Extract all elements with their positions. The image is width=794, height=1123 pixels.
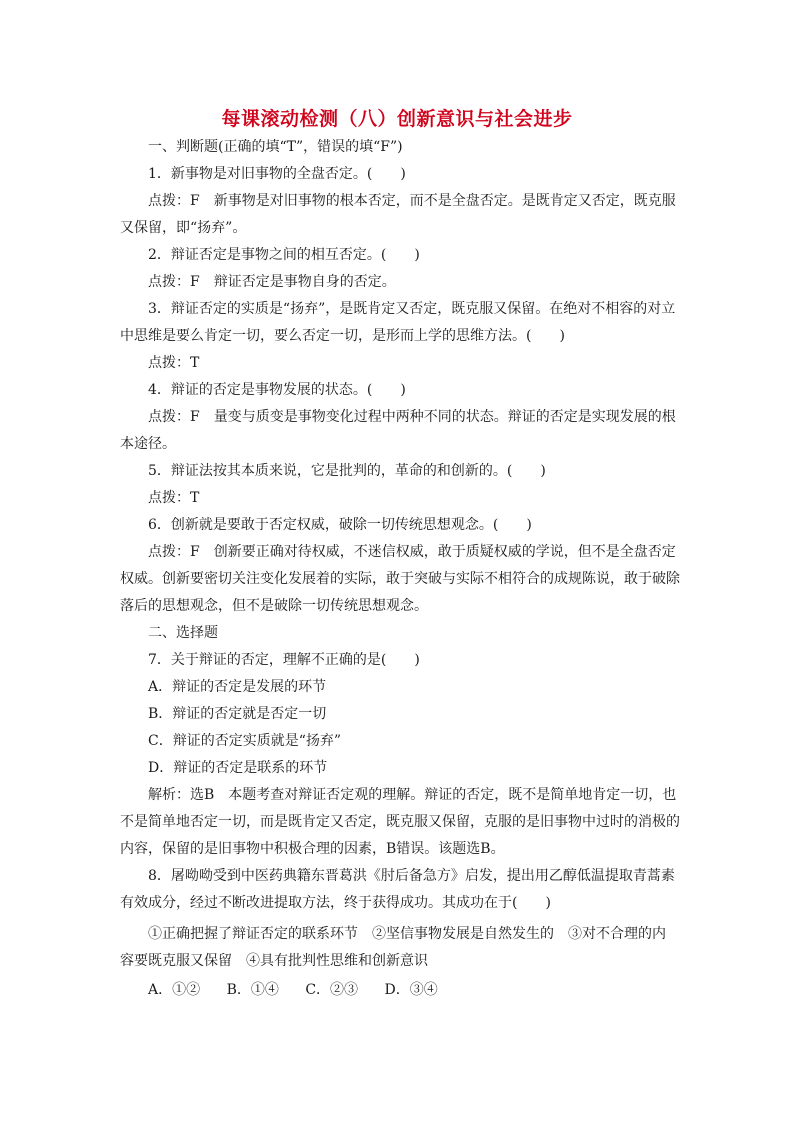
question-3-note: 点拨：T [148, 355, 200, 371]
question-1: 1．新事物是对旧事物的全盘否定。( ) [148, 166, 406, 182]
question-7-explanation: 解析：选B 本题考查对辩证否定观的理解。辩证的否定，既不是简单地肯定一切，也 [148, 787, 677, 803]
question-7-option-d: D．辩证的否定是联系的环节 [148, 760, 328, 776]
question-2: 2．辩证否定是事物之间的相互否定。( ) [148, 247, 420, 263]
question-4-note: 点拨：F 量变与质变是事物变化过程中两种不同的状态。辩证的否定是实现发展的根 [148, 409, 676, 425]
question-7-explanation-cont-2: 内容，保留的是旧事物中积极合理的因素，B错误。该题选B。 [120, 841, 505, 857]
question-8-choice-c: C．②③ [305, 982, 359, 998]
question-8-choices [148, 980, 460, 1000]
question-3: 3．辩证否定的实质是“扬弃”，是既肯定又否定，既克服又保留。在绝对不相容的对立 [148, 301, 676, 317]
question-1-note: 点拨：F 新事物是对旧事物的根本否定，而不是全盘否定。是既肯定又否定，既克服 [148, 193, 676, 209]
question-7-option-b: B．辩证的否定就是否定一切 [148, 706, 327, 722]
question-7: 7．关于辩证的否定，理解不正确的是( ) [148, 652, 420, 668]
question-8-choice-a: A．①② [148, 982, 201, 998]
question-8-items: ①正确把握了辩证否定的联系环节 ②坚信事物发展是自然发生的 ③对不合理的内 [148, 926, 666, 942]
question-6-note-cont: 权威。创新要密切关注变化发展着的实际，敢于突破与实际不相符合的成规陈说，敢于破除 [120, 571, 680, 587]
question-4: 4．辩证的否定是事物发展的状态。( ) [148, 382, 406, 398]
question-8-cont: 有效成分，经过不断改进提取方法，终于获得成功。其成功在于( ) [120, 895, 551, 911]
question-2-note: 点拨：F 辩证否定是事物自身的否定。 [148, 274, 396, 290]
question-8-items-cont: 容要既克服又保留 ④具有批判性思维和创新意识 [120, 953, 428, 969]
question-3-cont: 中思维是要么肯定一切，要么否定一切，是形而上学的思维方法。( ) [120, 328, 565, 344]
question-7-option-a: A．辩证的否定是发展的环节 [148, 679, 327, 695]
question-8-choice-b: B．①④ [226, 982, 279, 998]
question-7-option-c: C．辩证的否定实质就是“扬弃” [148, 733, 342, 749]
question-5: 5．辩证法按其本质来说，它是批判的，革命的和创新的。( ) [148, 463, 546, 479]
question-7-explanation-cont: 不是简单地否定一切，而是既肯定又否定，既克服又保留，克服的是旧事物中过时的消极的 [120, 814, 680, 830]
question-6-note-cont-2: 落后的思想观念，但不是破除一切传统思想观念。 [120, 598, 428, 614]
question-8: 8．屠呦呦受到中医药典籍东晋葛洪《肘后备急方》启发，提出用乙醇低温提取青蒿素 [148, 868, 675, 884]
question-5-note: 点拨：T [148, 490, 200, 506]
question-8-choice-d: D．③④ [384, 982, 438, 998]
section-heading-judgement: 一、判断题(正确的填“T”，错误的填“F”) [148, 139, 403, 155]
question-6-note: 点拨：F 创新要正确对待权威，不迷信权威，敢于质疑权威的学说，但不是全盘否定 [148, 544, 676, 560]
section-heading-choice: 二、选择题 [148, 625, 218, 641]
question-6: 6．创新就是要敢于否定权威，破除一切传统思想观念。( ) [148, 517, 532, 533]
page-title: 每课滚动检测（八）创新意识与社会进步 [221, 108, 573, 130]
question-4-note-cont: 本途径。 [120, 436, 176, 452]
question-1-note-cont: 又保留，即“扬弃”。 [120, 220, 247, 236]
